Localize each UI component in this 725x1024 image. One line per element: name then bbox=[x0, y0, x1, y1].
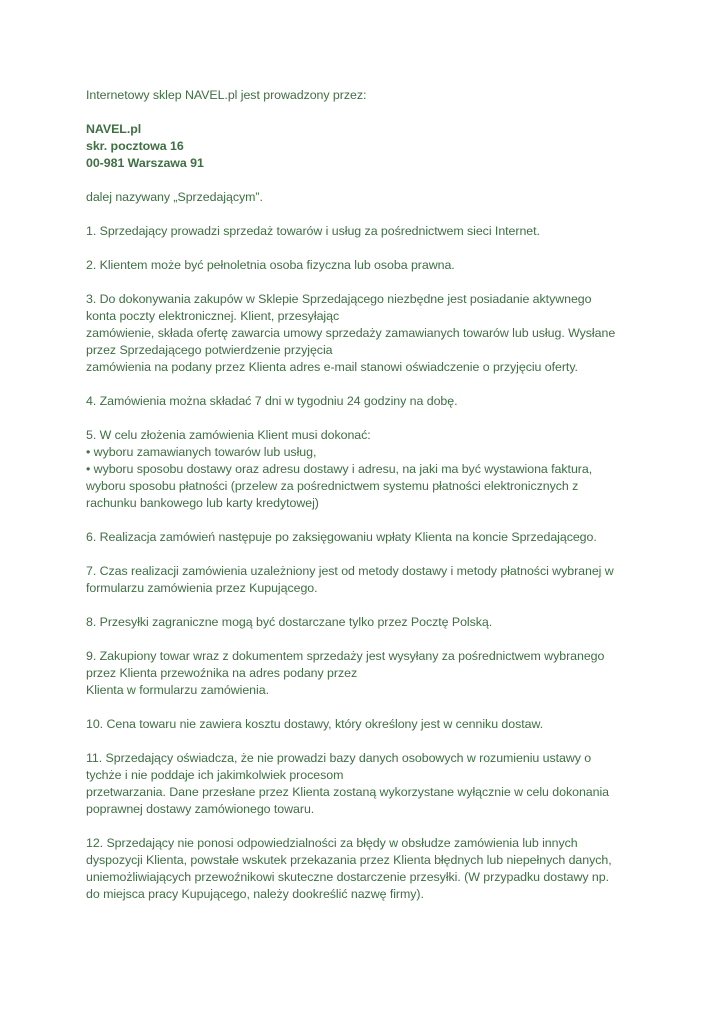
terms-paragraph-2 bbox=[86, 257, 646, 274]
terms-paragraph-1 bbox=[86, 223, 646, 240]
terms-paragraph-8 bbox=[86, 614, 646, 631]
terms-paragraph-7 bbox=[86, 563, 646, 597]
paragraph-line: 3. Do dokonywania zakupów w Sklepie Sprzedającego niezbędne jest posiadanie aktywnego bbox=[86, 292, 592, 307]
paragraph-gap bbox=[86, 699, 646, 716]
paragraph-gap bbox=[86, 410, 646, 427]
paragraph-line: 9. Zakupiony towar wraz z dokumentem sprzedaży jest wysyłany za pośrednictwem wybranego bbox=[86, 649, 605, 663]
paragraph-gap bbox=[86, 733, 646, 750]
terms-sections bbox=[86, 223, 646, 902]
paragraph-gap bbox=[86, 376, 646, 393]
paragraph-line: poprawnej dostawy zamówionego towaru. bbox=[86, 801, 315, 816]
paragraph-gap bbox=[86, 631, 646, 648]
paragraph-line: przetwarzania. Dane przesłane przez Klienta zostaną wykorzystane wyłącznie w celu dokonania bbox=[86, 784, 610, 799]
paragraph-line: do miejsca pracy Kupującego, należy dookreślić nazwę firmy). bbox=[86, 886, 424, 901]
paragraph-line: 11. Sprzedający oświadcza, że nie prowadzi bazy danych osobowych w rozumieniu ustawy o bbox=[86, 751, 592, 765]
paragraph-gap bbox=[86, 240, 646, 257]
terms-paragraph-5 bbox=[86, 427, 646, 512]
paragraph-line: dyspozycji Klienta, powstałe wskutek przekazania przez Klienta błędnych lub niepełnych danych, bbox=[86, 852, 612, 867]
paragraph-line: konta poczty elektronicznej. Klient, przesyłając bbox=[86, 309, 340, 324]
terms-paragraph-3 bbox=[86, 291, 646, 376]
paragraph-gap bbox=[86, 512, 646, 529]
paragraph-line: • wyboru zamawianych towarów lub usług, bbox=[86, 445, 317, 459]
document-body bbox=[86, 87, 646, 902]
terms-paragraph-6 bbox=[86, 529, 646, 546]
paragraph-line: • wyboru sposobu dostawy oraz adresu dostawy i adresu, na jaki ma być wystawiona faktura, bbox=[86, 461, 593, 476]
paragraph-line: wyboru sposobu płatności (przelew za pośrednictwem systemu płatności elektronicznych z bbox=[86, 478, 579, 493]
paragraph-gap bbox=[86, 546, 646, 563]
paragraph-line: Klienta w formularzu zamówienia. bbox=[86, 682, 269, 697]
paragraph-line: 2. Klientem może być pełnoletnia osoba fizyczna lub osoba prawna. bbox=[86, 258, 455, 273]
paragraph-line: 10. Cena towaru nie zawiera kosztu dostawy, który określony jest w cenniku dostaw. bbox=[86, 716, 544, 731]
paragraph-line: 7. Czas realizacji zamówienia uzależniony jest od metody dostawy i metody płatności wybranej w bbox=[86, 563, 614, 578]
terms-paragraph-12 bbox=[86, 835, 646, 903]
paragraph-line: uniemożliwiających przewoźnikowi skuteczne dostarczenie przesyłki. (W przypadku dostawy np. bbox=[86, 869, 609, 884]
terms-paragraph-10 bbox=[86, 716, 646, 733]
terms-paragraph-9 bbox=[86, 648, 646, 699]
paragraph-gap bbox=[86, 172, 646, 189]
paragraph-gap bbox=[86, 818, 646, 835]
paragraph-line: 8. Przesyłki zagraniczne mogą być dostarczane tylko przez Pocztę Polską. bbox=[86, 614, 493, 629]
paragraph-line: przez Klienta przewoźnika na adres podany przez bbox=[86, 665, 358, 680]
paragraph-line: 12. Sprzedający nie ponosi odpowiedzialności za błędy w obsłudze zamówienia lub innych bbox=[86, 835, 578, 850]
paragraph-line: zamówienia na podany przez Klienta adres e-mail stanowi oświadczenie o przyjęciu oferty. bbox=[86, 359, 578, 374]
paragraph-line: rachunku bankowego lub karty kredytowej) bbox=[86, 495, 319, 510]
terms-paragraph-4 bbox=[86, 393, 646, 410]
terms-paragraph-11 bbox=[86, 750, 646, 818]
paragraph-gap bbox=[86, 274, 646, 291]
company-postbox: skr. pocztowa 16 bbox=[86, 139, 184, 153]
paragraph-line: tychże i nie poddaje ich jakimkolwiek procesom bbox=[86, 767, 344, 782]
paragraph-line: 6. Realizacja zamówień następuje po zaksięgowaniu wpłaty Klienta na koncie Sprzedającego. bbox=[86, 529, 597, 544]
paragraph-line: formularzu zamówienia przez Kupującego. bbox=[86, 580, 318, 595]
paragraph-gap bbox=[86, 104, 646, 121]
paragraph-line: 5. W celu złożenia zamówienia Klient musi dokonać: bbox=[86, 428, 371, 443]
intro-text: Internetowy sklep NAVEL.pl jest prowadzony przez: bbox=[86, 88, 367, 102]
seller-definition: dalej nazywany „Sprzedającym”. bbox=[86, 190, 263, 204]
paragraph-line: zamówienie, składa ofertę zawarcia umowy sprzedaży zamawianych towarów lub usług. Wysłane bbox=[86, 326, 616, 341]
paragraph-line: 1. Sprzedający prowadzi sprzedaż towarów i usług za pośrednictwem sieci Internet. bbox=[86, 224, 540, 239]
company-name: NAVEL.pl bbox=[86, 122, 142, 137]
company-city: 00-981 Warszawa 91 bbox=[86, 155, 204, 170]
paragraph-gap bbox=[86, 597, 646, 614]
paragraph-line: przez Sprzedającego potwierdzenie przyjęcia bbox=[86, 343, 333, 357]
paragraph-gap bbox=[86, 206, 646, 223]
paragraph-line: 4. Zamówienia można składać 7 dni w tygodniu 24 godziny na dobę. bbox=[86, 394, 458, 408]
